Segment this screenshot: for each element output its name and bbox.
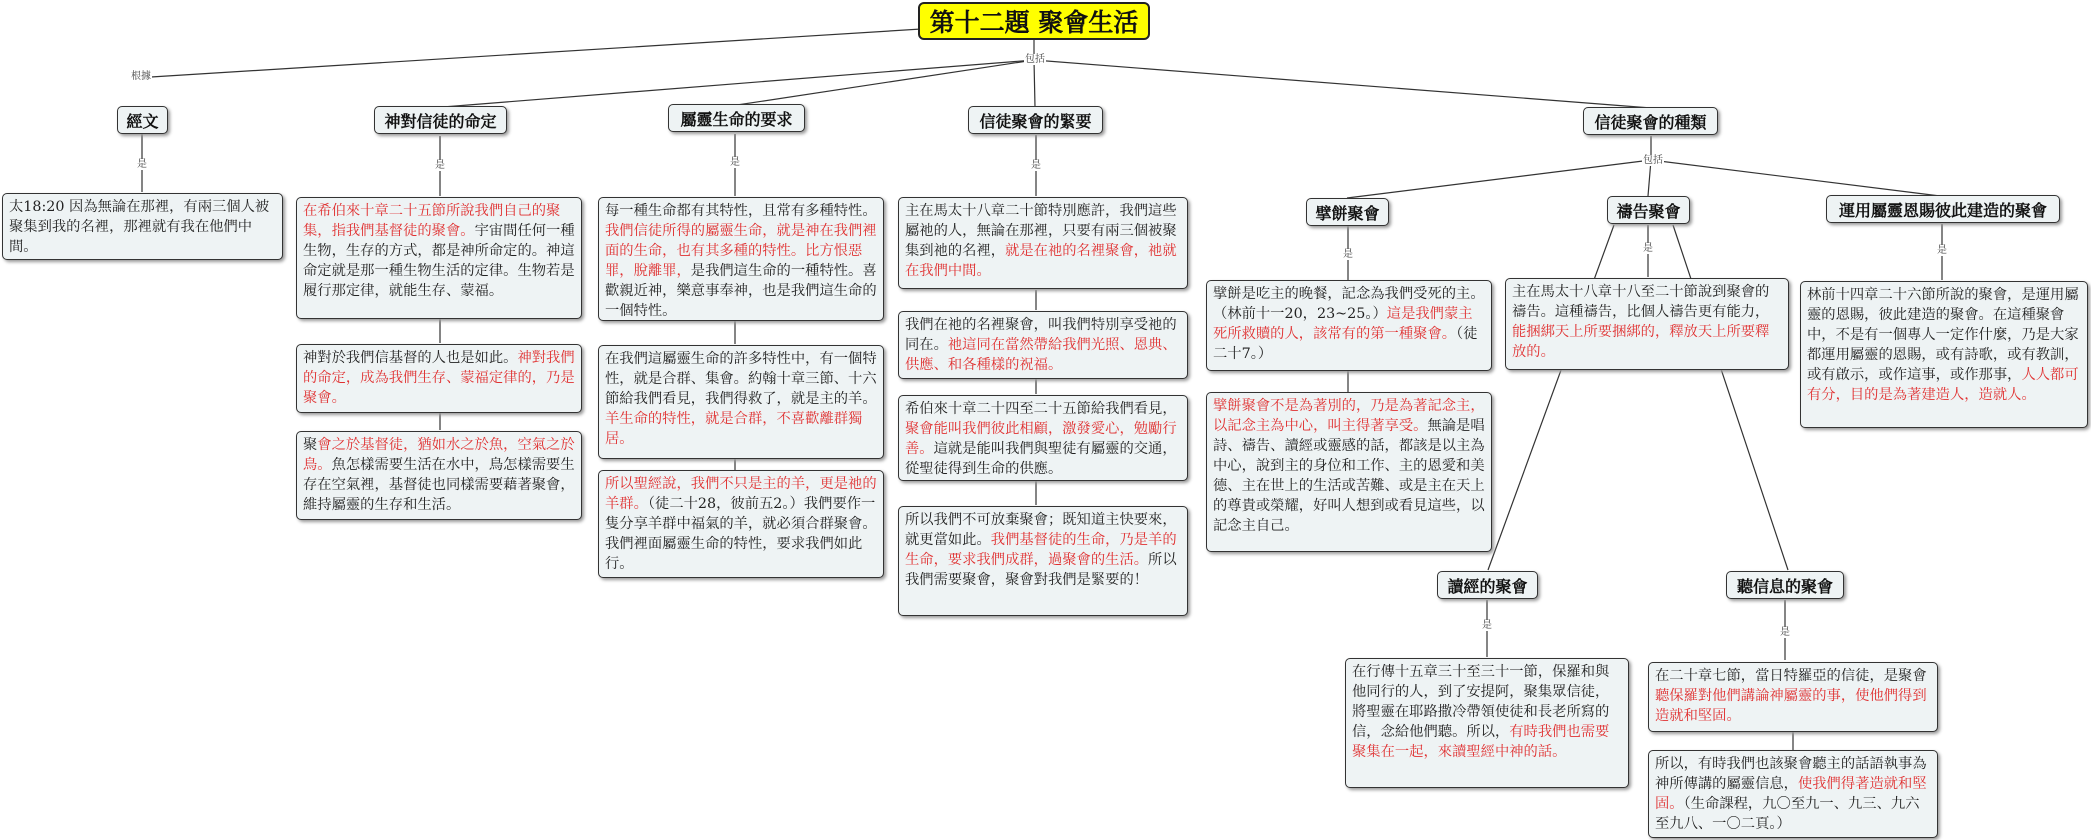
link-label-includes: 包括 [1643,155,1663,166]
link-label-is: 是 [137,159,147,170]
note-urgency-3: 希伯來十章二十四至二十五節給我們看見，聚會能叫我們彼此相顧，激發愛心，勉勵行善。這就是能叫我們與聖徒有屬靈的交通，從聖徒得到生命的供應。 [898,395,1188,481]
link-label-is: 是 [435,160,445,171]
note-spiritual-life-1: 每一種生命都有其特性，且常有多種特性。我們信徒所得的屬靈生命，就是神在我們裡面的生命，也有其多種的特性。比方恨惡罪，脫離罪，是我們這生命的一種特性。喜歡親近神，樂意事奉神，也是我們這生命的一個特性。 [598,197,884,321]
note-prayer-1: 主在馬太十八章十八至二十節說到聚會的禱告。這種禱告，比個人禱告更有能力，能捆綁天上所要捆綁的，釋放天上所要釋放的。 [1505,278,1789,370]
note-urgency-1: 主在馬太十八章二十節特別應許，我們這些屬祂的人，無論在那裡，只要有兩三個被聚集到祂的名裡，就是在祂的名裡聚會，祂就在我們中間。 [898,197,1188,289]
topic-urgency: 信徒聚會的緊要 [968,106,1103,134]
topic-message: 聽信息的聚會 [1726,571,1844,599]
note-scripture: 太18:20 因為無論在那裡，有兩三個人被聚集到我的名裡，那裡就有我在他們中間。 [2,193,283,260]
note-ordination-2: 神對於我們信基督的人也是如此。神對我們的命定，成為我們生存、蒙福定律的，乃是聚會。 [296,344,582,413]
note-urgency-2: 我們在祂的名裡聚會，叫我們特別享受祂的同在。祂這同在當然帶給我們光照、恩典、供應、和各種樣的祝福。 [898,311,1188,379]
link-label-is: 是 [1937,245,1947,256]
link-label-basis: 根據 [131,71,151,82]
link-label-is: 是 [1031,160,1041,171]
topic-gifts: 運用屬靈恩賜彼此建造的聚會 [1826,195,2060,223]
note-message-1: 在二十章七節，當日特羅亞的信徒，是聚會聽保羅對他們講論神屬靈的事，使他們得到造就和堅固。 [1648,662,1938,732]
note-ordination-3: 聚會之於基督徒，猶如水之於魚，空氣之於鳥。魚怎樣需要生活在水中，鳥怎樣需要生存在空氣裡，基督徒也同樣需要藉著聚會，維持屬靈的生存和生活。 [296,431,582,520]
note-bread-1: 擘餅是吃主的晚餐，記念為我們受死的主。（林前十一20，23~25。）這是我們蒙主死所救贖的人，該常有的第一種聚會。（徒二十7。） [1206,280,1492,371]
topic-scripture: 經文 [117,106,168,134]
link-label-is: 是 [1780,627,1790,638]
map-title: 第十二題 聚會生活 [918,2,1150,40]
link-label-is: 是 [730,157,740,168]
note-spiritual-life-3: 所以聖經說，我們不只是主的羊，更是祂的羊群。（徒二十28，彼前五2。）我們要作一隻分享羊群中福氣的羊，就必須合群聚會。我們裡面屬靈生命的特性，要求我們如此行。 [598,470,884,578]
link-label-includes: 包括 [1025,54,1045,65]
topic-spiritual-life: 屬靈生命的要求 [668,104,805,132]
topic-bread: 擘餅聚會 [1306,198,1389,226]
note-spiritual-life-2: 在我們這屬靈生命的許多特性中，有一個特性，就是合群、集會。約翰十章三節、十六節給我們看見，我們得救了，就是主的羊。羊生命的特性，就是合群，不喜歡離群獨居。 [598,345,884,459]
topic-prayer: 禱告聚會 [1607,196,1690,224]
note-message-2: 所以，有時我們也該聚會聽主的話語執事為神所傳講的屬靈信息，使我們得著造就和堅固。（生命課程，九〇至九一、九三、九六至九八、一〇二頁。） [1648,750,1938,838]
link-label-is: 是 [1482,620,1492,631]
topic-ordination: 神對信徒的命定 [374,106,507,134]
note-urgency-4: 所以我們不可放棄聚會；既知道主快要來，就更當如此。我們基督徒的生命，乃是羊的生命，要求我們成群，過聚會的生活。所以我們需要聚會，聚會對我們是緊要的！ [898,506,1188,616]
note-bread-2: 擘餅聚會不是為著別的，乃是為著記念主，以記念主為中心，叫主得著享受。無論是唱詩、禱告、讀經或靈感的話，都該是以主為中心，說到主的身位和工作、主的恩愛和美德、主在世上的生活或苦難、或是主在天上的尊貴或榮耀，好叫人想到或看見這些，以記念主自己。 [1206,392,1492,552]
note-gifts-1: 林前十四章二十六節所說的聚會，是運用屬靈的恩賜，彼此建造的聚會。在這種聚會中，不是有一個專人一定作什麼，乃是大家都運用屬靈的恩賜，或有詩歌，或有教訓，或有啟示，或作這事，或作那事，人人都可有分，目的是為著建造人，造就人。 [1800,281,2088,428]
note-ordination-1: 在希伯來十章二十五節所說我們自己的聚集，指我們基督徒的聚會。宇宙間任何一種生物，生存的方式，都是神所命定的。神這命定就是那一種生物生活的定律。生物若是履行那定律，就能生存、蒙福。 [296,197,582,319]
topic-reading: 讀經的聚會 [1437,571,1538,599]
link-label-is: 是 [1643,243,1653,254]
link-label-is: 是 [1343,249,1353,260]
topic-kinds: 信徒聚會的種類 [1583,107,1718,135]
note-reading-1: 在行傳十五章三十至三十一節，保羅和與他同行的人，到了安提阿，聚集眾信徒，將聖靈在耶路撒冷帶領使徒和長老所寫的信，念給他們聽。所以，有時我們也需要聚集在一起，來讀聖經中神的話。 [1345,658,1629,788]
